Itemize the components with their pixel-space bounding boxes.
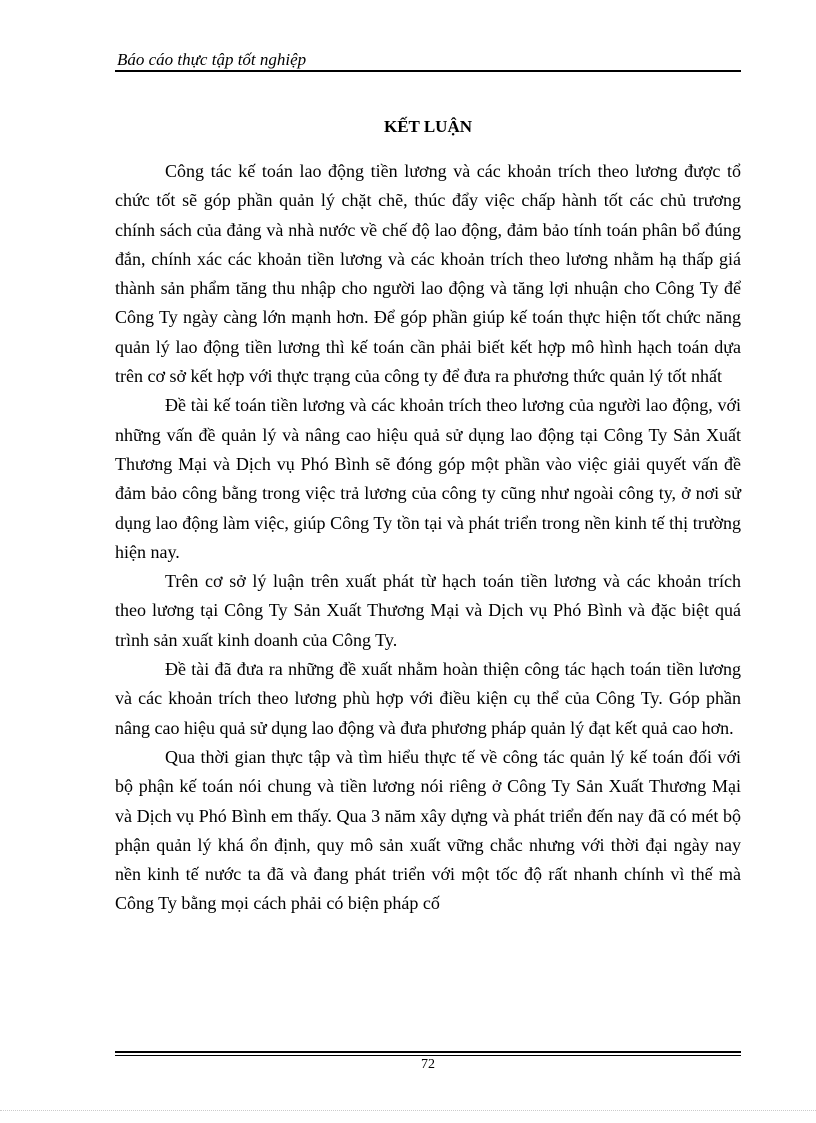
page-number: 72 bbox=[421, 1057, 435, 1072]
paragraph-3: Trên cơ sở lý luận trên xuất phát từ hạch toán tiền lương và các khoản trích theo lương tại Công Ty Sản Xuất Thương Mại và Dịch vụ Phó Bình và đặc biệt quá trình sản xuất kinh doanh của Công Ty. bbox=[115, 571, 741, 650]
header-divider bbox=[115, 70, 741, 72]
page-edge-divider bbox=[0, 1110, 816, 1111]
paragraph-2: Đề tài kế toán tiền lương và các khoản trích theo lương của người lao động, với những vấn đề quản lý và nâng cao hiệu quả sử dụng lao động tại Công Ty Sản Xuất Thương Mại và Dịch vụ Phó Bình sẽ đóng góp một phần vào việc giải quyết vấn đề đảm bảo công bằng trong việc trả lương của công ty cũng như ngoài công ty, ở nơi sử dụng lao động làm việc, giúp Công Ty tồn tại và phát triển trong nền kinh tế thị trường hiện nay. bbox=[115, 395, 741, 562]
document-body bbox=[115, 157, 741, 919]
section-title: KẾT LUẬN bbox=[383, 117, 472, 136]
paragraph-1: Công tác kế toán lao động tiền lương và các khoản trích theo lương được tổ chức tốt sẽ góp phần quản lý chặt chẽ, thúc đẩy việc chấp hành tốt các chủ trương chính sách của đảng và nhà nước về chế độ lao động, đảm bảo tính toán phân bổ đúng đắn, chính xác các khoản tiền lương và các khoản trích theo lương nhằm hạ thấp giá thành sản phẩm tăng thu nhập cho người lao động và tăng lợi nhuận cho Công Ty để Công Ty ngày càng lớn mạnh hơn. Để góp phần giúp kế toán thực hiện tốt chức năng quản lý lao động tiền lương thì kế toán cần phải biết kết hợp mô hình hạch toán dựa trên cơ sở kết hợp với thực trạng của công ty để đưa ra phương thức quản lý tốt nhất bbox=[115, 161, 741, 387]
footer-divider-thick bbox=[115, 1051, 741, 1053]
page-header-title: Báo cáo thực tập tốt nghiệp bbox=[117, 50, 307, 69]
paragraph-4: Đề tài đã đưa ra những đề xuất nhằm hoàn thiện công tác hạch toán tiền lương và các khoản trích theo lương phù hợp với điều kiện cụ thể của Công Ty. Góp phần nâng cao hiệu quả sử dụng lao động và đưa phương pháp quản lý đạt kết quả cao hơn. bbox=[115, 659, 741, 738]
footer-divider-thin bbox=[115, 1055, 741, 1056]
paragraph-5: Qua thời gian thực tập và tìm hiểu thực tế về công tác quản lý kế toán đối với bộ phận kế toán nói chung và tiền lương nói riêng ở Công Ty Sản Xuất Thương Mại và Dịch vụ Phó Bình em thấy. Qua 3 năm xây dựng và phát triển đến nay đã có mét bộ phận quản lý khá ổn định, quy mô sản xuất vững chắc nhưng với thời đại ngày nay nền kinh tế nước ta đã và đang phát triển với một tốc độ rất nhanh chính vì thế mà Công Ty bằng mọi cách phải có biện pháp cố bbox=[115, 746, 741, 914]
